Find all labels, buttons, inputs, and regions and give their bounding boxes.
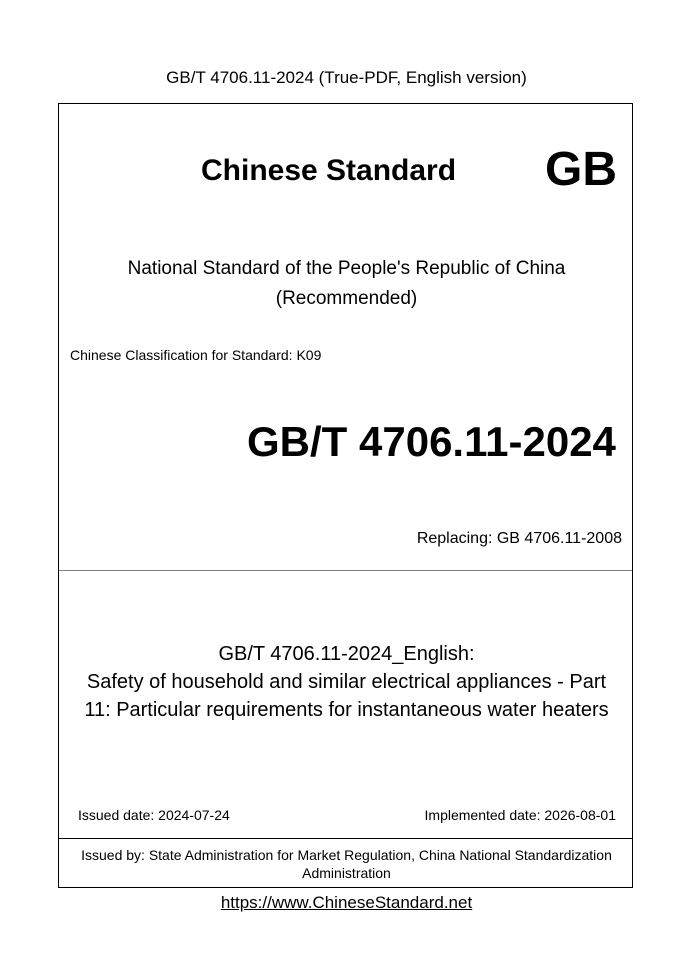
- document-header: GB/T 4706.11-2024 (True-PDF, English version): [166, 68, 527, 87]
- standard-number: GB/T 4706.11-2024: [247, 418, 616, 465]
- issued-by-block: [59, 846, 634, 882]
- issued-date: Issued date: 2024-07-24: [78, 807, 230, 823]
- national-standard-block: [59, 254, 634, 314]
- replacing-text: Replacing: GB 4706.11-2008: [416, 530, 622, 547]
- section-divider: [59, 570, 632, 571]
- cover-frame: [58, 103, 633, 888]
- website-link[interactable]: https://www.ChineseStandard.net: [220, 893, 473, 912]
- classification-text: Chinese Classification for Standard: K09: [70, 347, 322, 363]
- implemented-date: Implemented date: 2026-08-01: [424, 807, 616, 823]
- issuer-divider: [59, 838, 632, 839]
- chinese-standard-heading: Chinese Standard: [201, 154, 457, 187]
- title-line: GB/T 4706.11-2024_English:: [218, 643, 475, 665]
- title-line: 11: Particular requirements for instantaneous water heaters: [84, 699, 609, 721]
- gb-mark: GB: [545, 143, 617, 196]
- recommended-line: (Recommended): [275, 288, 418, 309]
- national-standard-line: National Standard of the People's Republic of China: [127, 258, 566, 279]
- issued-by-line: Administration: [302, 865, 391, 881]
- standard-title-block: [59, 640, 634, 724]
- title-line: Safety of household and similar electrical appliances - Part: [86, 671, 607, 693]
- issued-by-line: Issued by: State Administration for Market Regulation, China National Standardization: [81, 847, 612, 863]
- website-footer: [0, 893, 693, 913]
